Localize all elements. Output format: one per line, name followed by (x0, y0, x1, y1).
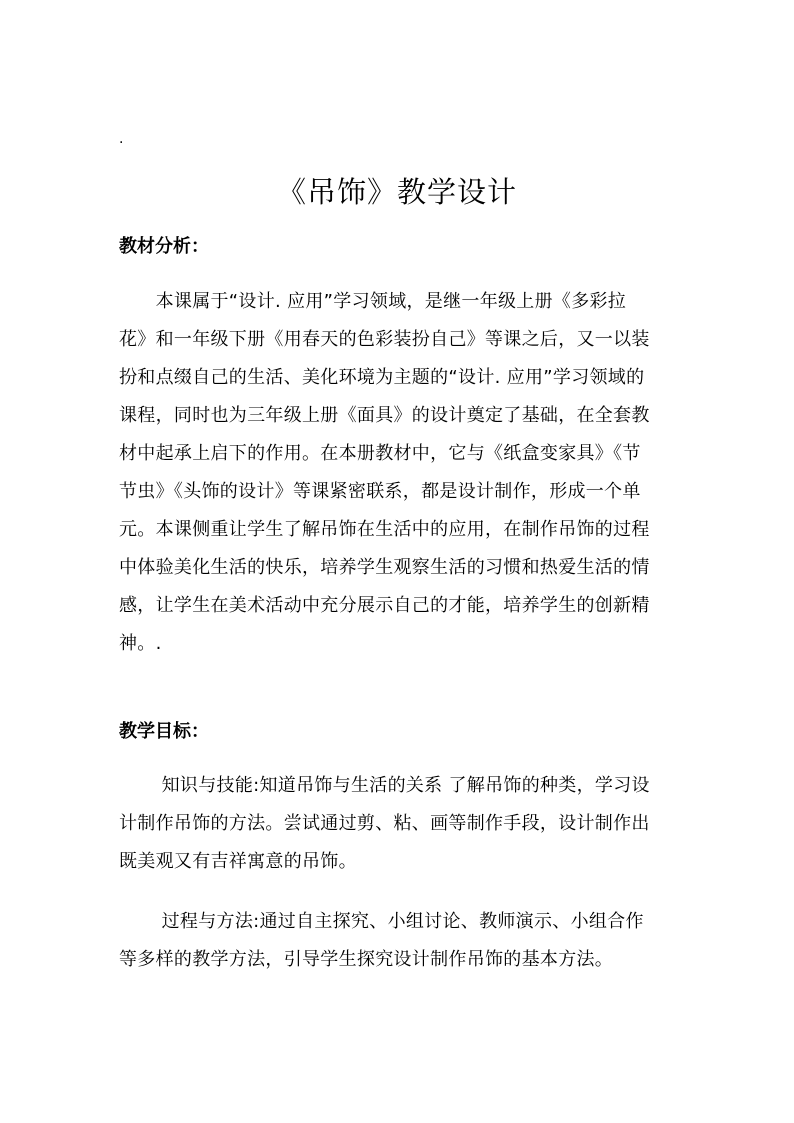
text-line: 过程与方法:通过自主探究、小组讨论、教师演示、小组合作 (119, 911, 644, 932)
text-line: 感，让学生在美术活动中充分展示自己的才能，培养学生的创新精 (119, 595, 650, 616)
knowledge-skills-paragraph (119, 767, 679, 881)
document-title: 《吊饰》教学设计 (276, 175, 517, 209)
text-line: 花》和一年级下册《用春天的色彩装扮自己》等课之后，又一以装 (119, 329, 650, 350)
text-line: 中体验美化生活的快乐，培养学生观察生活的习惯和热爱生活的情 (119, 557, 650, 578)
text-line: 材中起承上启下的作用。在本册教材中，它与《纸盒变家具》《节 (119, 443, 641, 464)
text-line: 节虫》《头饰的设计》等课紧密联系，都是设计制作，形成一个单 (119, 481, 641, 502)
process-methods-paragraph (119, 903, 679, 979)
text-line: 扮和点缀自己的生活、美化环境为主题的“设计. 应用”学习领域的 (119, 367, 645, 388)
section-heading-material-analysis: 教材分析： (119, 236, 209, 257)
text-line: 课程，同时也为三年级上册《面具》的设计奠定了基础，在全套教 (119, 405, 650, 426)
text-line: 知识与技能:知道吊饰与生活的关系 了解吊饰的种类，学习设 (119, 775, 650, 796)
text-line: 本课属于“设计. 应用”学习领域，是继一年级上册《多彩拉 (119, 291, 627, 312)
section-heading-teaching-goals: 教学目标： (119, 721, 209, 742)
text-line: 神。. (119, 633, 162, 654)
header-mark: · (119, 135, 124, 151)
material-analysis-paragraph (119, 283, 679, 663)
text-line: 既美观又有吉祥寓意的吊饰。 (119, 851, 357, 872)
text-line: 计制作吊饰的方法。尝试通过剪、粘、画等制作手段，设计制作出 (119, 813, 650, 834)
text-line: 等多样的教学方法，引导学生探究设计制作吊饰的基本方法。 (119, 949, 614, 970)
text-line: 元。本课侧重让学生了解吊饰在生活中的应用，在制作吊饰的过程 (119, 519, 650, 540)
